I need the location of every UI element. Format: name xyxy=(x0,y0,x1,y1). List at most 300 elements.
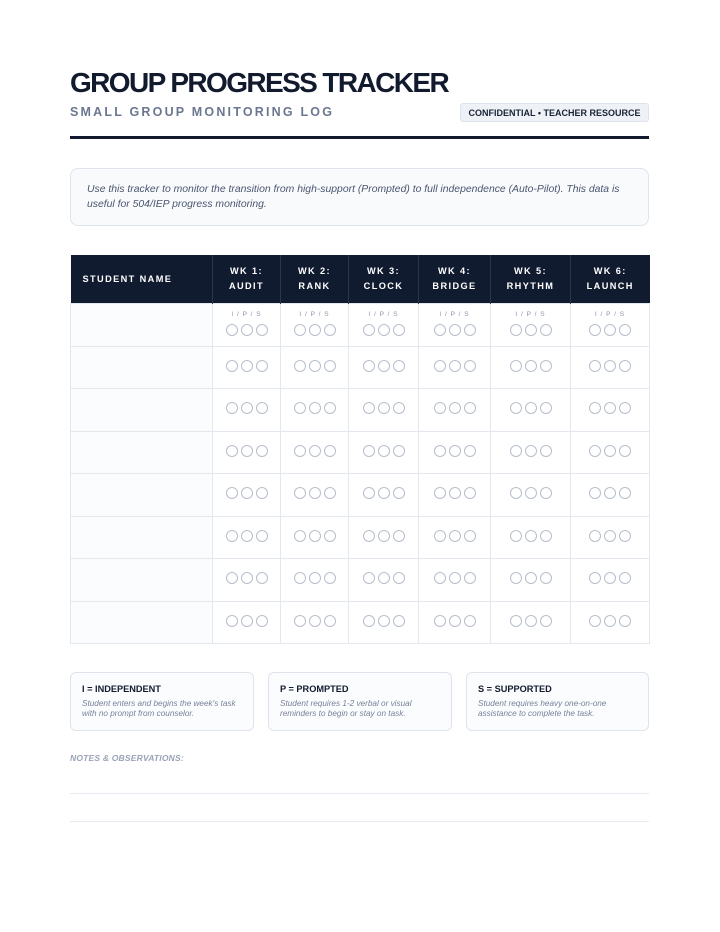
notes-label: NOTES & OBSERVATIONS: xyxy=(70,753,184,763)
rating-cell-inner xyxy=(491,474,570,516)
rating-circle-supported[interactable] xyxy=(324,487,336,499)
table-row xyxy=(71,601,650,644)
rating-circle-prompted[interactable] xyxy=(449,615,461,627)
rating-circle-independent[interactable] xyxy=(294,324,306,336)
rating-circle-prompted[interactable] xyxy=(449,530,461,542)
rating-circle-prompted[interactable] xyxy=(309,324,321,336)
rating-circle-supported[interactable] xyxy=(393,572,405,584)
rating-circle-prompted[interactable] xyxy=(525,487,537,499)
rating-circle-independent[interactable] xyxy=(434,487,446,499)
rating-cell-inner xyxy=(349,474,418,516)
rating-cell-inner xyxy=(281,474,348,516)
rating-circle-prompted[interactable] xyxy=(309,615,321,627)
rating-circle-prompted[interactable] xyxy=(449,402,461,414)
week-rating-cell xyxy=(281,304,349,347)
rating-circles xyxy=(281,487,348,499)
rating-circle-independent[interactable] xyxy=(434,402,446,414)
rating-circle-prompted[interactable] xyxy=(449,324,461,336)
week-rating-cell xyxy=(281,516,349,559)
rating-circles xyxy=(349,402,418,414)
rating-circles xyxy=(491,572,570,584)
rating-cell-inner xyxy=(419,347,490,389)
table-row xyxy=(71,516,650,559)
rating-circle-prompted[interactable] xyxy=(449,445,461,457)
week-rating-cell xyxy=(491,304,571,347)
rating-circle-prompted[interactable] xyxy=(604,487,616,499)
rating-circle-independent[interactable] xyxy=(363,402,375,414)
rating-circle-prompted[interactable] xyxy=(604,445,616,457)
rating-cell-inner xyxy=(491,602,570,644)
week-rating-cell xyxy=(419,389,491,432)
rating-circle-independent[interactable] xyxy=(510,324,522,336)
rating-circle-independent[interactable] xyxy=(226,445,238,457)
week-number: WK 3: xyxy=(366,266,401,276)
week-number: WK 5: xyxy=(513,266,548,276)
rating-circles xyxy=(419,530,490,542)
rating-circle-supported[interactable] xyxy=(619,402,631,414)
rating-circle-prompted[interactable] xyxy=(378,445,390,457)
rating-circle-supported[interactable] xyxy=(540,324,552,336)
table-row xyxy=(71,389,650,432)
rating-circles xyxy=(213,487,280,499)
rating-circle-independent[interactable] xyxy=(589,572,601,584)
rating-circle-prompted[interactable] xyxy=(525,445,537,457)
week-rating-cell xyxy=(349,431,419,474)
rating-circles xyxy=(349,530,418,542)
rating-cell-inner xyxy=(281,389,348,431)
student-name-cell[interactable] xyxy=(71,559,213,602)
rating-cell-inner xyxy=(213,602,280,644)
rating-circle-independent[interactable] xyxy=(294,530,306,542)
rating-circle-independent[interactable] xyxy=(363,487,375,499)
rating-circle-independent[interactable] xyxy=(510,530,522,542)
rating-circle-independent[interactable] xyxy=(510,445,522,457)
rating-circle-independent[interactable] xyxy=(294,445,306,457)
rating-circle-prompted[interactable] xyxy=(604,360,616,372)
rating-circle-independent[interactable] xyxy=(363,572,375,584)
rating-circle-supported[interactable] xyxy=(256,615,268,627)
rating-circle-supported[interactable] xyxy=(540,360,552,372)
rating-circle-prompted[interactable] xyxy=(604,402,616,414)
page-title: GROUP PROGRESS TRACKER xyxy=(70,67,449,98)
rating-circle-independent[interactable] xyxy=(434,572,446,584)
rating-circle-independent[interactable] xyxy=(434,360,446,372)
rating-circles xyxy=(491,360,570,372)
rating-circle-prompted[interactable] xyxy=(378,572,390,584)
rating-circle-independent[interactable] xyxy=(510,360,522,372)
rating-circle-supported[interactable] xyxy=(464,615,476,627)
rating-circle-independent[interactable] xyxy=(589,402,601,414)
week-rating-cell xyxy=(213,346,281,389)
rating-circle-supported[interactable] xyxy=(540,402,552,414)
week-rating-cell xyxy=(571,431,650,474)
rating-circle-prompted[interactable] xyxy=(378,487,390,499)
rating-circles xyxy=(571,615,649,627)
ips-hint: I / P / S xyxy=(368,311,399,318)
week-header xyxy=(281,255,349,304)
student-name-cell[interactable] xyxy=(71,431,213,474)
rating-circle-independent[interactable] xyxy=(434,615,446,627)
week-rating-cell xyxy=(281,346,349,389)
rating-circle-prompted[interactable] xyxy=(378,324,390,336)
rating-circles xyxy=(281,445,348,457)
key-prompted xyxy=(268,672,452,731)
rating-circle-supported[interactable] xyxy=(393,615,405,627)
rating-circles xyxy=(571,572,649,584)
rating-cell-inner xyxy=(571,474,649,516)
rating-circle-supported[interactable] xyxy=(619,487,631,499)
rating-circle-independent[interactable] xyxy=(294,572,306,584)
rating-circle-prompted[interactable] xyxy=(604,615,616,627)
rating-circle-prompted[interactable] xyxy=(309,360,321,372)
rating-circles xyxy=(349,360,418,372)
rating-circle-prompted[interactable] xyxy=(525,572,537,584)
rating-circle-independent[interactable] xyxy=(226,360,238,372)
ips-hint: I / P / S xyxy=(439,311,470,318)
rating-circle-supported[interactable] xyxy=(393,487,405,499)
week-rating-cell xyxy=(571,474,650,517)
rating-circle-independent[interactable] xyxy=(589,445,601,457)
week-rating-cell xyxy=(281,431,349,474)
rating-circle-independent[interactable] xyxy=(434,324,446,336)
week-rating-cell xyxy=(419,431,491,474)
rating-circle-supported[interactable] xyxy=(256,360,268,372)
rating-circles xyxy=(419,572,490,584)
rating-cell-inner xyxy=(281,517,348,559)
student-name-cell[interactable] xyxy=(71,389,213,432)
ips-hint: I / P / S xyxy=(299,311,330,318)
rating-cell-inner xyxy=(281,304,348,346)
intro-text: Use this tracker to monitor the transition from high-support (Prompted) to full independence (Auto-Pilot). This data is useful for 504/IEP progress monitoring. xyxy=(87,184,620,210)
rating-circle-independent[interactable] xyxy=(363,360,375,372)
week-rating-cell xyxy=(349,516,419,559)
week-rating-cell xyxy=(491,601,571,644)
rating-circle-supported[interactable] xyxy=(464,572,476,584)
rating-cell-inner xyxy=(419,474,490,516)
rating-cell-inner xyxy=(571,517,649,559)
rating-circle-prompted[interactable] xyxy=(241,324,253,336)
week-rating-cell xyxy=(349,389,419,432)
rating-circles xyxy=(491,530,570,542)
student-name-cell[interactable] xyxy=(71,516,213,559)
rating-circles xyxy=(491,487,570,499)
student-name-cell[interactable] xyxy=(71,304,213,347)
header-divider xyxy=(70,136,649,139)
rating-circle-prompted[interactable] xyxy=(604,530,616,542)
rating-circle-supported[interactable] xyxy=(324,402,336,414)
rating-cell-inner xyxy=(213,347,280,389)
rating-cell-inner xyxy=(491,432,570,474)
rating-circles xyxy=(419,324,490,336)
page-subtitle: SMALL GROUP MONITORING LOG xyxy=(70,105,335,119)
student-name-cell[interactable] xyxy=(71,601,213,644)
rating-circle-supported[interactable] xyxy=(256,572,268,584)
rating-circle-prompted[interactable] xyxy=(309,445,321,457)
rating-cell-inner xyxy=(349,517,418,559)
week-rating-cell xyxy=(419,559,491,602)
rating-circle-independent[interactable] xyxy=(363,615,375,627)
rating-circle-independent[interactable] xyxy=(510,615,522,627)
rating-circle-supported[interactable] xyxy=(540,572,552,584)
rating-cell-inner xyxy=(349,304,418,346)
week-rating-cell xyxy=(571,389,650,432)
rating-circle-independent[interactable] xyxy=(589,530,601,542)
rating-circle-supported[interactable] xyxy=(464,360,476,372)
rating-circle-prompted[interactable] xyxy=(525,360,537,372)
rating-cell-inner xyxy=(349,602,418,644)
rating-circle-prompted[interactable] xyxy=(309,530,321,542)
week-rating-cell xyxy=(491,474,571,517)
week-header xyxy=(571,255,650,304)
rating-circles xyxy=(213,615,280,627)
rating-circle-prompted[interactable] xyxy=(525,324,537,336)
rating-circles xyxy=(349,615,418,627)
rating-circle-independent[interactable] xyxy=(589,324,601,336)
rating-circle-supported[interactable] xyxy=(393,530,405,542)
rating-circle-independent[interactable] xyxy=(589,360,601,372)
week-rating-cell xyxy=(491,431,571,474)
rating-circle-prompted[interactable] xyxy=(378,615,390,627)
week-rating-cell xyxy=(213,474,281,517)
rating-circle-prompted[interactable] xyxy=(604,324,616,336)
rating-cell-inner xyxy=(491,517,570,559)
rating-cell-inner xyxy=(419,517,490,559)
rating-circle-supported[interactable] xyxy=(464,402,476,414)
rating-cell-inner xyxy=(571,304,649,346)
key-supported xyxy=(466,672,649,731)
rating-circle-supported[interactable] xyxy=(393,402,405,414)
rating-circle-independent[interactable] xyxy=(589,615,601,627)
rating-circle-supported[interactable] xyxy=(393,360,405,372)
notes-line xyxy=(70,821,649,822)
rating-cell-inner xyxy=(571,347,649,389)
week-label: CLOCK xyxy=(363,281,404,291)
week-rating-cell xyxy=(491,346,571,389)
rating-cell-inner xyxy=(213,304,280,346)
rating-circle-prompted[interactable] xyxy=(449,360,461,372)
rating-cell-inner xyxy=(491,559,570,601)
rating-cell-inner xyxy=(419,602,490,644)
student-name-header: STUDENT NAME xyxy=(71,255,213,304)
rating-circles xyxy=(349,324,418,336)
rating-circle-supported[interactable] xyxy=(256,445,268,457)
rating-circle-prompted[interactable] xyxy=(378,402,390,414)
rating-circle-prompted[interactable] xyxy=(604,572,616,584)
rating-circle-independent[interactable] xyxy=(226,615,238,627)
rating-circle-independent[interactable] xyxy=(226,402,238,414)
week-rating-cell xyxy=(419,304,491,347)
table-row xyxy=(71,346,650,389)
rating-circle-supported[interactable] xyxy=(619,530,631,542)
rating-circle-prompted[interactable] xyxy=(241,530,253,542)
rating-circles xyxy=(571,402,649,414)
rating-circle-independent[interactable] xyxy=(434,445,446,457)
week-rating-cell xyxy=(213,559,281,602)
rating-circles xyxy=(213,402,280,414)
week-rating-cell xyxy=(491,516,571,559)
rating-circle-prompted[interactable] xyxy=(309,487,321,499)
rating-cell-inner xyxy=(419,304,490,346)
rating-circle-prompted[interactable] xyxy=(525,615,537,627)
rating-circle-prompted[interactable] xyxy=(241,360,253,372)
rating-circle-supported[interactable] xyxy=(619,360,631,372)
rating-circle-supported[interactable] xyxy=(324,530,336,542)
table-row xyxy=(71,559,650,602)
rating-circle-independent[interactable] xyxy=(363,530,375,542)
rating-circle-prompted[interactable] xyxy=(241,572,253,584)
week-rating-cell xyxy=(419,516,491,559)
rating-circle-supported[interactable] xyxy=(619,615,631,627)
rating-cell-inner xyxy=(213,432,280,474)
rating-circles xyxy=(213,324,280,336)
week-rating-cell xyxy=(281,559,349,602)
rating-circle-prompted[interactable] xyxy=(449,487,461,499)
rating-circles xyxy=(491,402,570,414)
rating-circle-independent[interactable] xyxy=(294,360,306,372)
rating-circle-prompted[interactable] xyxy=(241,445,253,457)
week-number: WK 6: xyxy=(593,266,627,276)
rating-circle-supported[interactable] xyxy=(540,445,552,457)
rating-circles xyxy=(491,445,570,457)
rating-cell-inner xyxy=(213,517,280,559)
rating-circles xyxy=(419,615,490,627)
week-rating-cell xyxy=(419,601,491,644)
rating-circle-prompted[interactable] xyxy=(309,572,321,584)
rating-cell-inner xyxy=(571,602,649,644)
rating-circles xyxy=(571,324,649,336)
week-label: RANK xyxy=(298,281,331,291)
rating-cell-inner xyxy=(419,389,490,431)
rating-circle-independent[interactable] xyxy=(510,572,522,584)
rating-circle-supported[interactable] xyxy=(324,324,336,336)
rating-circles xyxy=(491,615,570,627)
ips-hint: I / P / S xyxy=(231,311,262,318)
rating-circle-supported[interactable] xyxy=(464,487,476,499)
rating-circle-supported[interactable] xyxy=(464,530,476,542)
week-rating-cell xyxy=(213,601,281,644)
rating-circles xyxy=(419,487,490,499)
week-rating-cell xyxy=(213,516,281,559)
student-name-cell[interactable] xyxy=(71,346,213,389)
ips-hint: I / P / S xyxy=(515,311,546,318)
rating-cell-inner xyxy=(213,559,280,601)
week-rating-cell xyxy=(349,474,419,517)
rating-circle-independent[interactable] xyxy=(294,402,306,414)
week-rating-cell xyxy=(571,601,650,644)
rating-cell-inner xyxy=(491,304,570,346)
rating-circle-prompted[interactable] xyxy=(378,360,390,372)
week-rating-cell xyxy=(491,389,571,432)
rating-circle-independent[interactable] xyxy=(363,445,375,457)
key-independent xyxy=(70,672,254,731)
rating-circle-prompted[interactable] xyxy=(241,487,253,499)
table-body xyxy=(71,304,650,644)
rating-circle-supported[interactable] xyxy=(464,445,476,457)
rating-circle-independent[interactable] xyxy=(294,615,306,627)
rating-circles xyxy=(213,445,280,457)
rating-circle-prompted[interactable] xyxy=(241,402,253,414)
rating-circle-prompted[interactable] xyxy=(449,572,461,584)
week-number: WK 4: xyxy=(437,266,472,276)
week-rating-cell xyxy=(213,304,281,347)
key-description: Student requires heavy one-on-one assistance to complete the task. xyxy=(478,699,607,718)
rating-cell-inner xyxy=(491,389,570,431)
rating-circle-supported[interactable] xyxy=(324,360,336,372)
rating-circles xyxy=(213,572,280,584)
rating-circle-supported[interactable] xyxy=(324,615,336,627)
progress-table xyxy=(70,255,650,644)
rating-circles xyxy=(571,487,649,499)
rating-circle-independent[interactable] xyxy=(510,487,522,499)
notes-line xyxy=(70,793,649,794)
week-header xyxy=(349,255,419,304)
rating-circles xyxy=(419,360,490,372)
rating-circle-supported[interactable] xyxy=(256,530,268,542)
rating-circle-independent[interactable] xyxy=(434,530,446,542)
rating-circles xyxy=(571,530,649,542)
rating-circle-supported[interactable] xyxy=(619,572,631,584)
rating-cell-inner xyxy=(571,389,649,431)
rating-circle-independent[interactable] xyxy=(589,487,601,499)
rating-circle-supported[interactable] xyxy=(540,487,552,499)
rating-circle-independent[interactable] xyxy=(226,324,238,336)
rating-circle-supported[interactable] xyxy=(393,445,405,457)
week-rating-cell xyxy=(281,601,349,644)
week-rating-cell xyxy=(491,559,571,602)
week-label: RHYTHM xyxy=(506,281,555,291)
rating-circles xyxy=(281,615,348,627)
rating-circle-supported[interactable] xyxy=(464,324,476,336)
rating-circle-independent[interactable] xyxy=(363,324,375,336)
week-rating-cell xyxy=(419,474,491,517)
student-name-cell[interactable] xyxy=(71,474,213,517)
rating-circle-supported[interactable] xyxy=(324,445,336,457)
rating-cell-inner xyxy=(571,559,649,601)
rating-circle-prompted[interactable] xyxy=(525,530,537,542)
rating-circle-supported[interactable] xyxy=(256,487,268,499)
week-rating-cell xyxy=(571,559,650,602)
rating-circle-independent[interactable] xyxy=(226,530,238,542)
rating-circle-supported[interactable] xyxy=(256,324,268,336)
rating-circle-prompted[interactable] xyxy=(241,615,253,627)
rating-circle-prompted[interactable] xyxy=(525,402,537,414)
week-header xyxy=(491,255,571,304)
rating-circle-supported[interactable] xyxy=(540,615,552,627)
rating-circles xyxy=(349,487,418,499)
rating-circle-independent[interactable] xyxy=(510,402,522,414)
rating-cell-inner xyxy=(281,602,348,644)
rating-circle-supported[interactable] xyxy=(324,572,336,584)
rating-circles xyxy=(281,360,348,372)
rating-cell-inner xyxy=(349,432,418,474)
rating-circle-supported[interactable] xyxy=(619,324,631,336)
rating-circle-prompted[interactable] xyxy=(378,530,390,542)
week-header xyxy=(213,255,281,304)
rating-circle-independent[interactable] xyxy=(226,487,238,499)
rating-circle-prompted[interactable] xyxy=(309,402,321,414)
rating-cell-inner xyxy=(349,347,418,389)
week-rating-cell xyxy=(213,431,281,474)
rating-circle-independent[interactable] xyxy=(226,572,238,584)
rating-circles xyxy=(349,572,418,584)
rating-circle-supported[interactable] xyxy=(393,324,405,336)
rating-cell-inner xyxy=(349,559,418,601)
rating-circle-supported[interactable] xyxy=(256,402,268,414)
week-label: BRIDGE xyxy=(432,281,477,291)
rating-circle-supported[interactable] xyxy=(619,445,631,457)
rating-circle-supported[interactable] xyxy=(540,530,552,542)
rating-circle-independent[interactable] xyxy=(294,487,306,499)
